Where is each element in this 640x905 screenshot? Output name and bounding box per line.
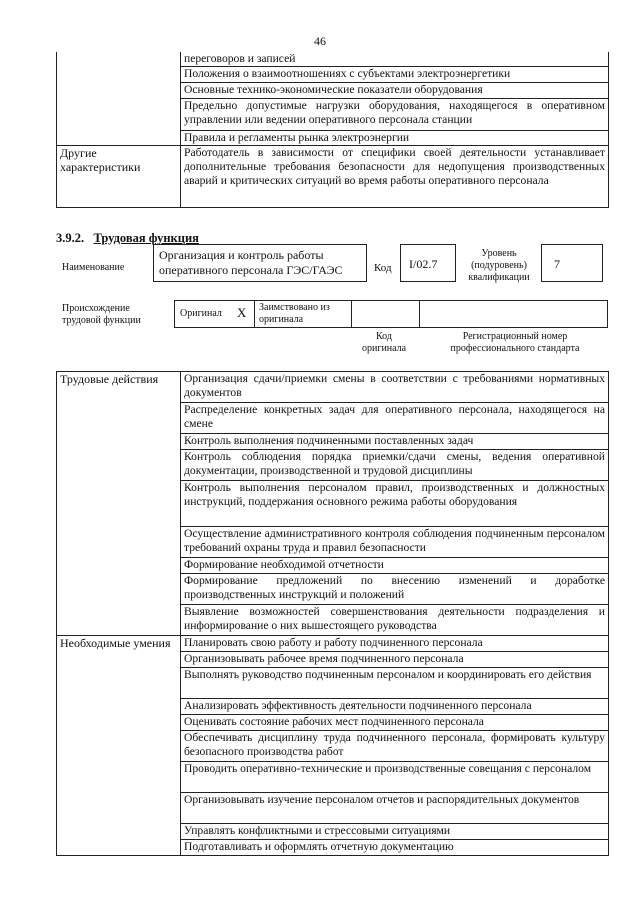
empty-label-cell (57, 434, 181, 450)
borrowed-label: Заимствовано из оригинала (259, 302, 330, 325)
level-value-box (541, 244, 603, 282)
empty-label-cell (57, 715, 181, 731)
empty-label-cell (57, 731, 181, 762)
other-characteristics-text: Работодатель в зависимости от специфики своей деятельности устанавливает дополнительные требования безопасности для недопущения производственных аварий и критических ситуаций во время работы оперативного персонала (181, 146, 609, 208)
skill-item: Управлять конфликтными и стрессовыми ситуациями (181, 824, 609, 840)
origin-label: Происхождение трудовой функции (62, 303, 141, 326)
knowledge-item: переговоров и записей (181, 52, 609, 67)
labor-actions-label: Трудовые действия (57, 372, 181, 403)
name-label: Наименование (62, 262, 125, 273)
knowledge-item: Положения о взаимоотношениях с субъектами электроэнергетики (181, 67, 609, 83)
empty-label-cell (57, 481, 181, 527)
section-title: Трудовая функция (93, 231, 199, 245)
knowledge-item: Основные технико-экономические показатели оборудования (181, 83, 609, 99)
empty-label-cell (57, 605, 181, 636)
skill-item: Оценивать состояние рабочих мест подчиненного персонала (181, 715, 609, 731)
name-value-box (153, 244, 367, 282)
origin-divider (419, 300, 420, 328)
code-value-box (400, 244, 456, 282)
name-value: Организация и контроль работы оперативного персонала ГЭС/ГАЭС (159, 248, 343, 277)
skill-item: Подготавливать и оформлять отчетную документацию (181, 840, 609, 856)
empty-label-cell (57, 450, 181, 481)
empty-label-cell (57, 699, 181, 715)
skill-item: Организовывать изучение персоналом отчетов и распорядительных документов (181, 793, 609, 824)
empty-label-cell (57, 131, 181, 146)
skill-item: Обеспечивать дисциплину труда подчиненного персонала, формировать культуру безопасного производства работ (181, 731, 609, 762)
labor-action-item: Осуществление административного контроля соблюдения подчиненным персоналом требований охраны труда и правил безопасности (181, 527, 609, 558)
knowledge-item: Предельно допустимые нагрузки оборудования, находящегося в оперативном управлении или ведении оперативного персонала станции (181, 99, 609, 131)
empty-label-cell (57, 793, 181, 824)
empty-label-cell (57, 824, 181, 840)
page-number: 46 (314, 34, 326, 48)
skill-item: Анализировать эффективность деятельности подчиненного персонала (181, 699, 609, 715)
skills-label: Необходимые умения (57, 636, 181, 652)
labor-action-item: Распределение конкретных задач для оперативного персонала, находящегося на смене (181, 403, 609, 434)
empty-label-cell (57, 668, 181, 699)
skill-item: Выполнять руководство подчиненным персоналом и координировать его действия (181, 668, 609, 699)
code-value: I/02.7 (409, 257, 438, 271)
labor-action-item: Организация сдачи/приемки смены в соответствии с требованиями нормативных документов (181, 372, 609, 403)
empty-label-cell (57, 83, 181, 99)
skill-item: Организовывать рабочее время подчиненного персонала (181, 652, 609, 668)
labor-action-item: Выявление возможностей совершенствования деятельности подразделения и информирование о них вышестоящего руководства (181, 605, 609, 636)
original-mark: X (237, 305, 247, 320)
empty-label-cell (57, 99, 181, 131)
empty-label-cell (57, 52, 181, 67)
empty-label-cell (57, 840, 181, 856)
other-characteristics-label: Другие характеристики (57, 146, 181, 208)
code-original-label: Код оригинала (362, 331, 407, 354)
continued-knowledge-table (56, 52, 609, 208)
empty-label-cell (57, 527, 181, 558)
origin-divider (254, 300, 255, 328)
code-label: Код (374, 262, 392, 274)
level-value: 7 (554, 257, 560, 271)
skill-item: Планировать свою работу и работу подчиненного персонала (181, 636, 609, 652)
labor-action-item: Формирование предложений по внесению изменений и доработке производственных инструкций и положений (181, 574, 609, 605)
reg-number-label: Регистрационный номер профессионального стандарта (450, 331, 580, 354)
empty-label-cell (57, 558, 181, 574)
empty-label-cell (57, 574, 181, 605)
empty-label-cell (57, 652, 181, 668)
labor-action-item: Контроль соблюдения порядка приемки/сдачи смены, ведения оперативной документации, производственной и трудовой дисциплины (181, 450, 609, 481)
empty-label-cell (57, 67, 181, 83)
original-label: Оригинал (180, 308, 222, 319)
empty-label-cell (57, 403, 181, 434)
knowledge-item: Правила и регламенты рынка электроэнергии (181, 131, 609, 146)
labor-function-table (56, 371, 609, 856)
empty-label-cell (57, 762, 181, 793)
skill-item: Проводить оперативно-технические и производственные совещания с персоналом (181, 762, 609, 793)
origin-divider (351, 300, 352, 328)
labor-action-item: Контроль выполнения подчиненными поставленных задач (181, 434, 609, 450)
level-label: Уровень (подуровень) квалификации (468, 248, 530, 283)
labor-action-item: Формирование необходимой отчетности (181, 558, 609, 574)
labor-action-item: Контроль выполнения персоналом правил, производственных и должностных инструкций, поддержания основного режима работы оборудования (181, 481, 609, 527)
section-number: 3.9.2. (56, 231, 85, 245)
